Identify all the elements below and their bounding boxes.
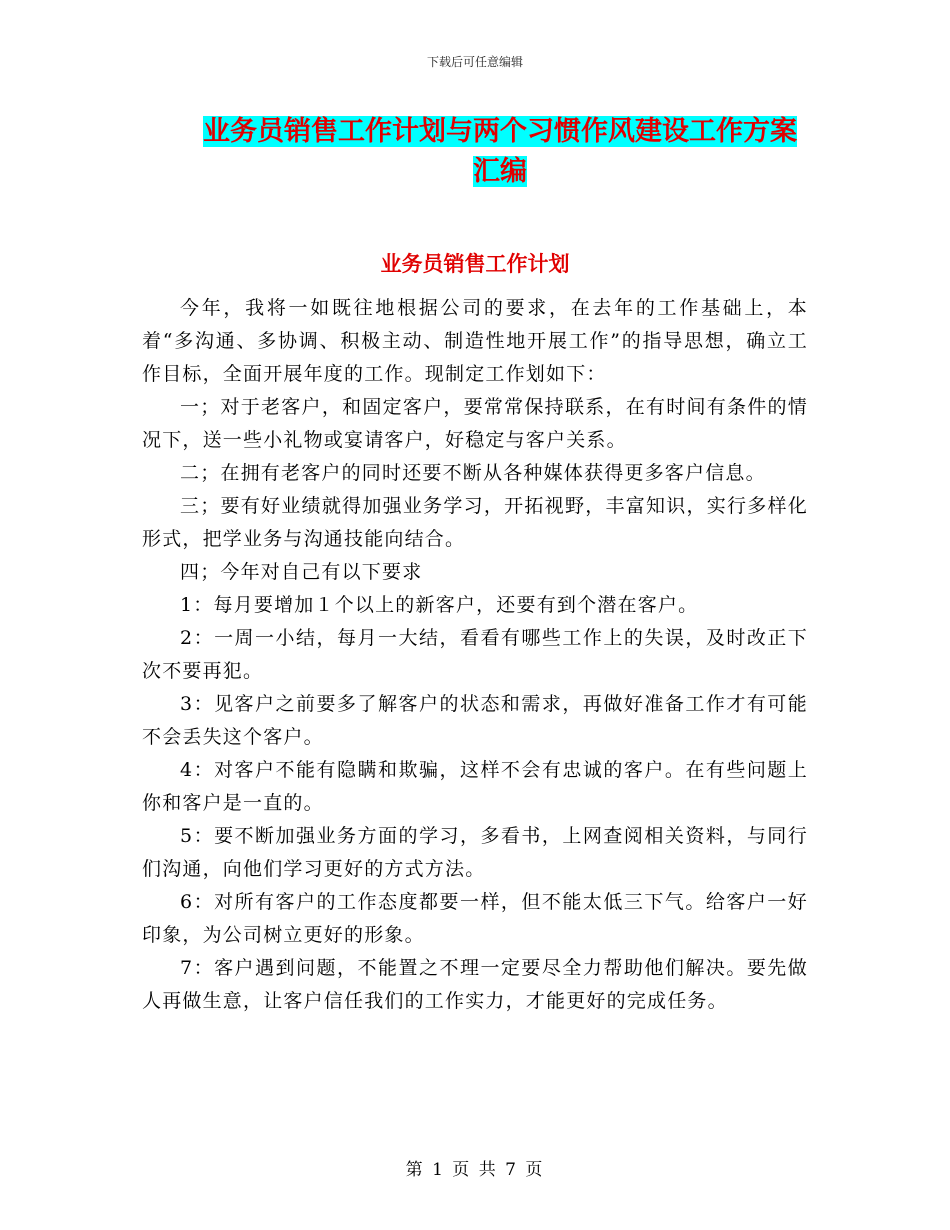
paragraph: 3：见客户之前要多了解客户的状态和需求，再做好准备工作才有可能不会丢失这个客户。 <box>142 693 808 748</box>
paragraph: 今年，我将一如既往地根据公司的要求，在去年的工作基础上，本着“多沟通、多协调、积极主动、制造性地开展工作”的指导思想，确立工作目标，全面开展年度的工作。现制定工作划如下： <box>142 297 808 385</box>
header-note: 下载后可任意编辑 <box>426 55 523 69</box>
paragraph: 5：要不断加强业务方面的学习，多看书，上网查阅相关资料，与同行们沟通，向他们学习更好的方式方法。 <box>142 825 808 880</box>
document-title-text: 业务员销售工作计划与两个习惯作风建设工作方案汇编 <box>203 116 797 187</box>
page-footer: 第 1 页 共 7 页 <box>405 1160 545 1180</box>
paragraph: 一；对于老客户，和固定客户，要常常保持联系，在有时间有条件的情况下，送一些小礼物或宴请客户，好稳定与客户关系。 <box>142 396 808 451</box>
paragraph: 6：对所有客户的工作态度都要一样，但不能太低三下气。给客户一好印象，为公司树立更好的形象。 <box>142 891 808 946</box>
paragraph: 二；在拥有老客户的同时还要不断从各种媒体获得更多客户信息。 <box>180 462 766 484</box>
paragraph: 2：一周一小结，每月一大结，看看有哪些工作上的失误，及时改正下次不要再犯。 <box>142 627 808 682</box>
paragraph: 四；今年对自己有以下要求 <box>180 561 423 583</box>
document-body <box>142 292 808 1018</box>
paragraph: 三；要有好业绩就得加强业务学习，开拓视野，丰富知识，实行多样化形式，把学业务与沟通技能向结合。 <box>142 495 808 550</box>
paragraph: 4：对客户不能有隐瞒和欺骗，这样不会有忠诚的客户。在有些问题上你和客户是一直的。 <box>142 759 808 814</box>
paragraph: 1：每月要增加１个以上的新客户，还要有到个潜在客户。 <box>180 594 699 616</box>
document-title <box>190 112 810 192</box>
paragraph: 7：客户遇到问题，不能置之不理一定要尽全力帮助他们解决。要先做人再做生意，让客户信任我们的工作实力，才能更好的完成任务。 <box>142 957 808 1012</box>
section-title: 业务员销售工作计划 <box>380 252 570 276</box>
